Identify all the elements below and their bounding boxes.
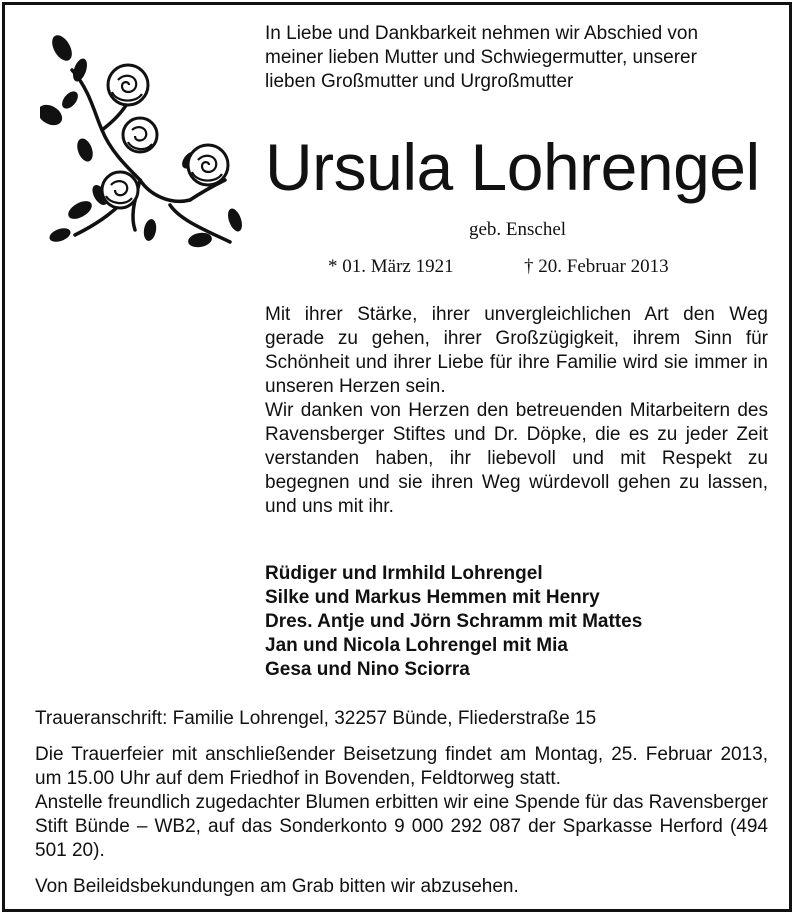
footer-info — [35, 707, 768, 899]
mourner-entry: Silke und Markus Hemmen mit Henry — [265, 587, 600, 608]
intro-line: meiner lieben Mutter und Schwiegermutter, unserer — [265, 47, 697, 68]
rose-branch-icon — [40, 30, 245, 250]
mourner-entry: Jan und Nicola Lohrengel mit Mia — [265, 635, 568, 656]
mourner-entry: Gesa und Nino Sciorra — [265, 659, 470, 680]
tribute-paragraph: Wir danken von Herzen den betreuenden Mitarbeitern des Ravensberger Stiftes und Dr. Döpke, die es zu jeder Zeit verstanden haben, ihr liebevoll und mit Respekt zu begegnen und sie ihren Weg würdevoll gehen zu lassen, und uns mit ihr. — [265, 400, 768, 517]
ceremony-info: Die Trauerfeier mit anschließender Beisetzung findet am Montag, 25. Februar 2013, um 15.00 Uhr auf dem Friedhof in Bovenden, Feldtorweg statt. — [35, 744, 768, 789]
deceased-name: Ursula Lohrengel — [265, 130, 760, 204]
condolence-note: Von Beileidsbekundungen am Grab bitten wir abzusehen. — [35, 876, 519, 897]
intro-line: In Liebe und Dankbarkeit nehmen wir Abschied von — [265, 23, 699, 44]
birth-date: * 01. März 1921 — [328, 256, 454, 277]
donation-info: Anstelle freundlich zugedachter Blumen erbitten wir eine Spende für das Ravensberger Stift Bünde – WB2, auf das Sonderkonto 9 000 292 087 der Sparkasse Herford (494 501 20). — [35, 792, 768, 861]
maiden-name: geb. Enschel — [468, 219, 567, 240]
intro-text — [265, 22, 770, 94]
intro-line: lieben Großmutter und Urgroßmutter — [265, 71, 574, 92]
mourners-list — [265, 562, 770, 682]
tribute-text — [265, 303, 768, 519]
tribute-paragraph: Mit ihrer Stärke, ihrer unvergleichlichen Art den Weg gerade zu gehen, ihrer Großzügigkeit, ihrem Sinn für Schönheit und ihrer Liebe für ihre Familie wird sie immer in unseren Herzen sein. — [265, 304, 768, 397]
death-date: † 20. Februar 2013 — [524, 256, 669, 277]
mourner-entry: Dres. Antje und Jörn Schramm mit Mattes — [265, 611, 643, 632]
mourning-address: Traueranschrift: Familie Lohrengel, 32257 Bünde, Fliederstraße 15 — [35, 708, 597, 729]
mourner-entry: Rüdiger und Irmhild Lohrengel — [265, 563, 543, 584]
